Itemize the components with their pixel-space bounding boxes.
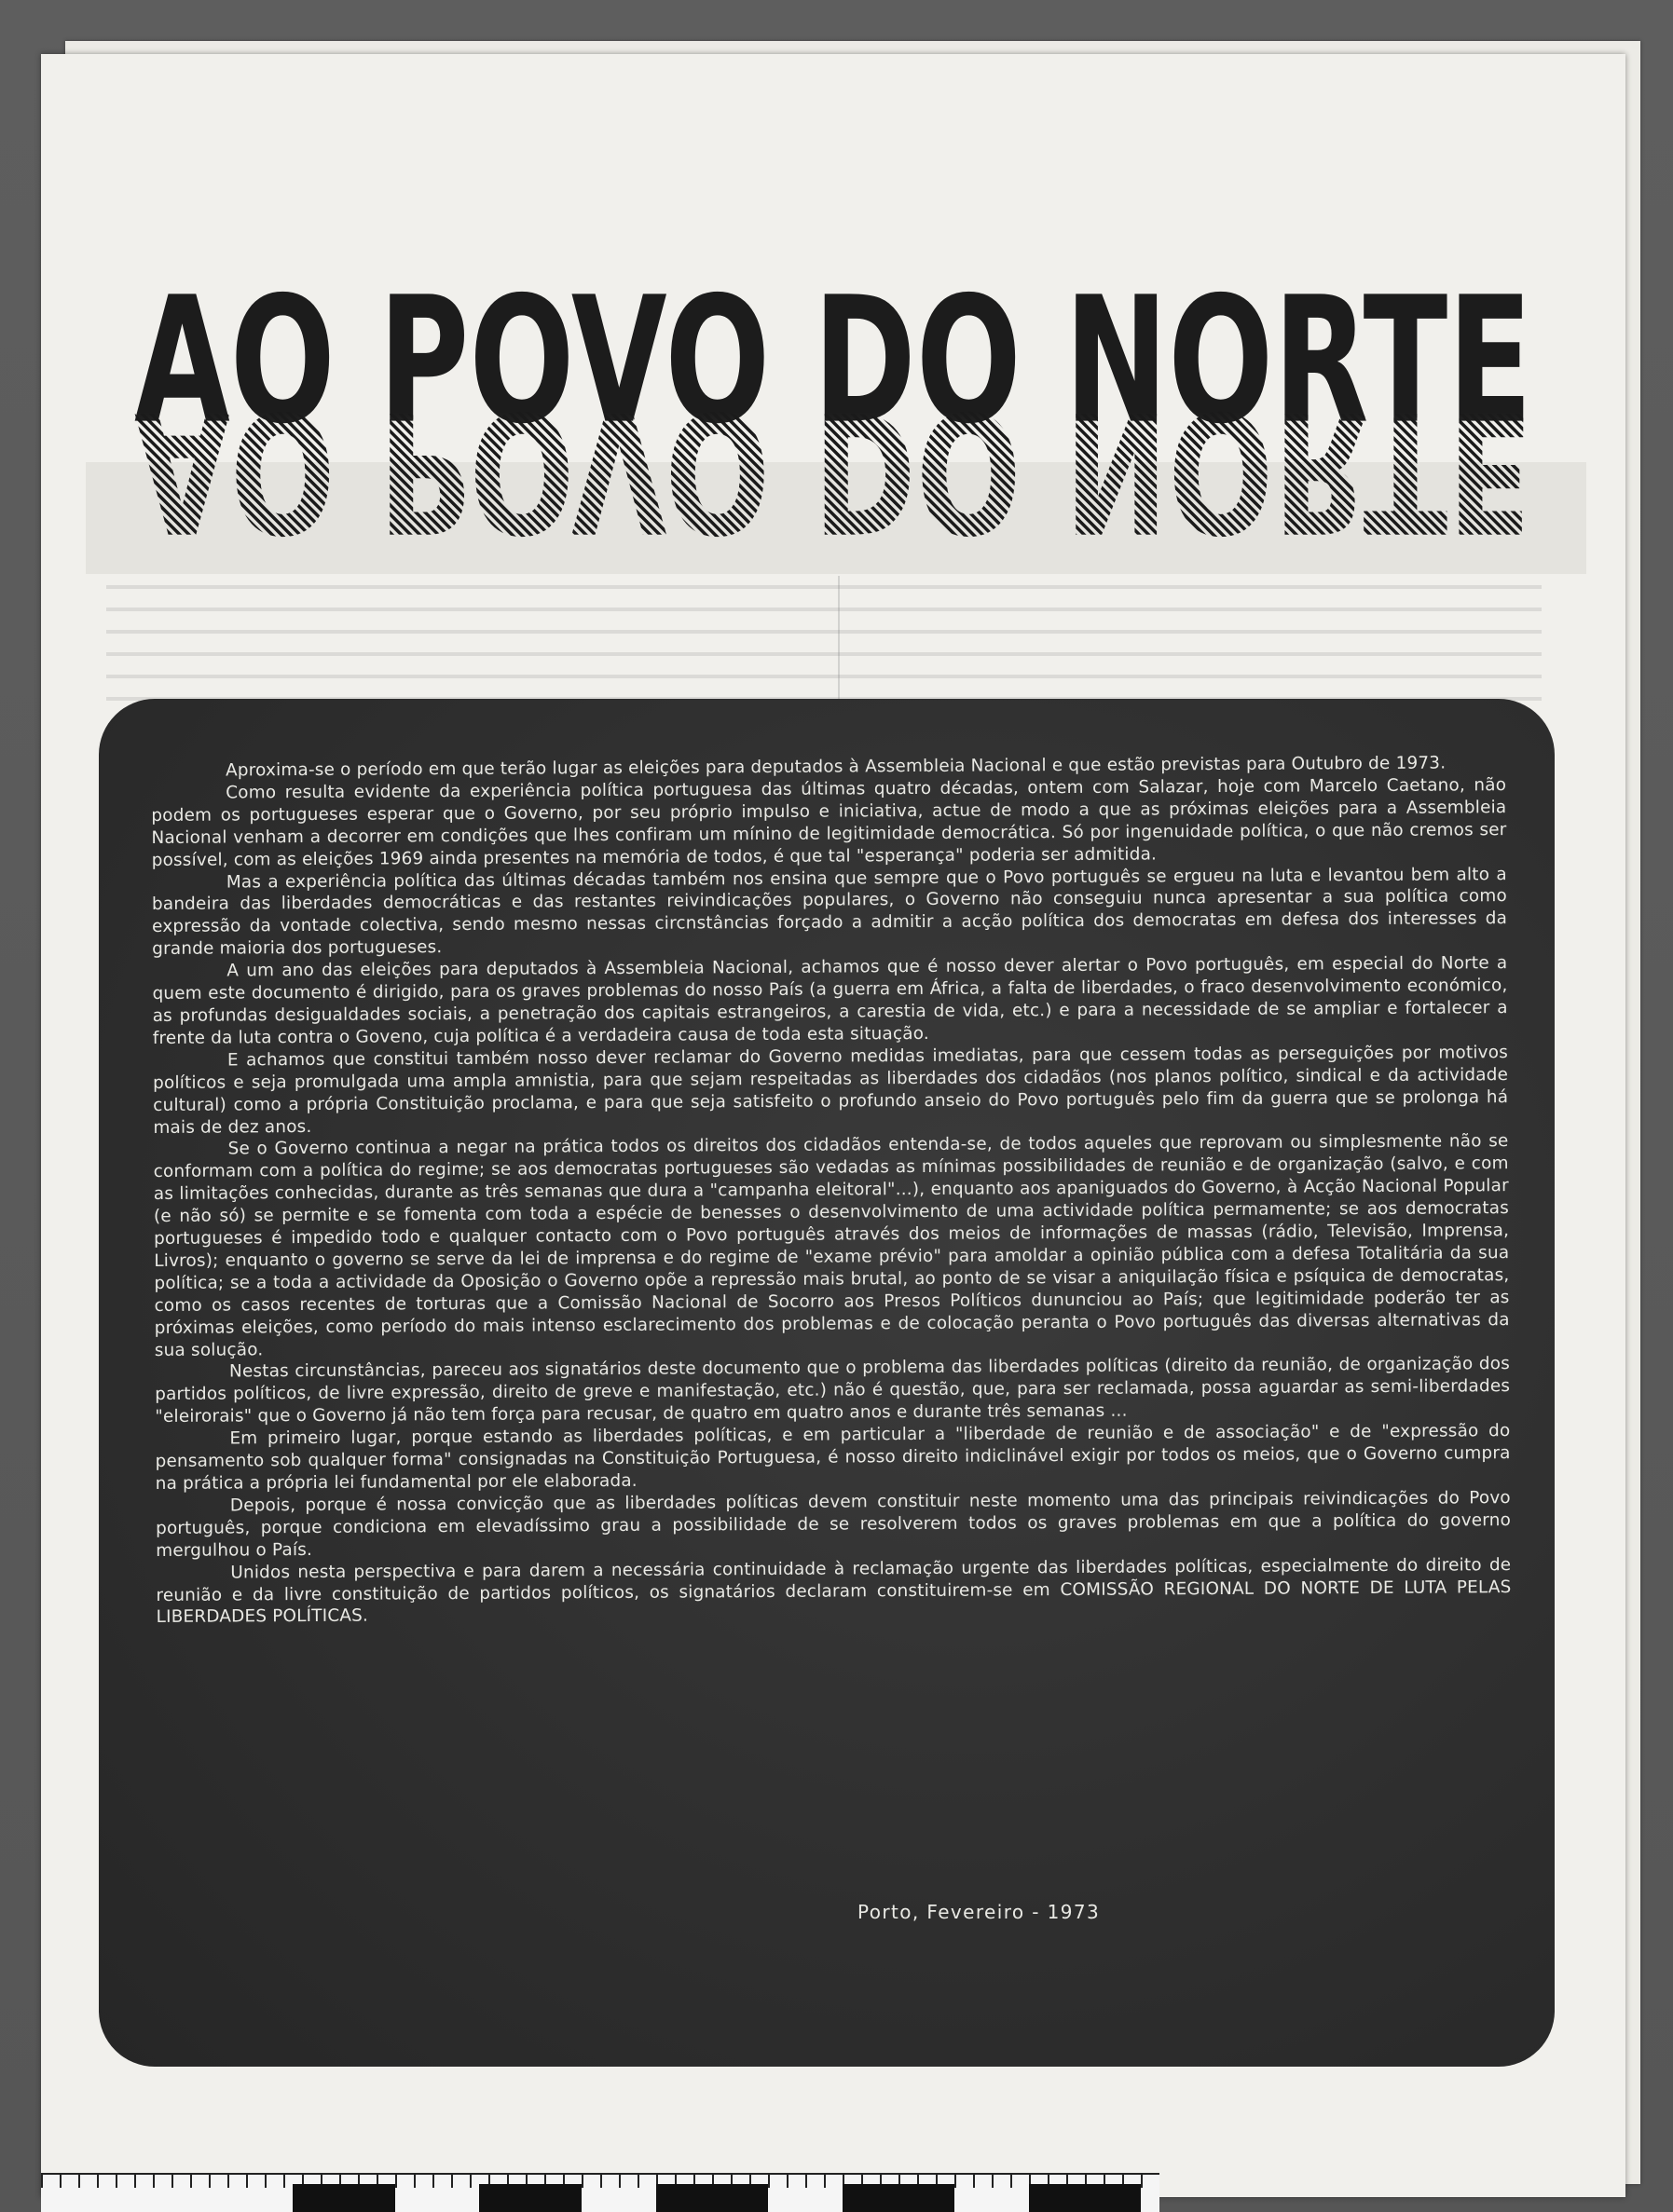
document-sheet [41,54,1625,2197]
headline [78,272,1588,570]
paragraph: Aproxima-se o período em que terão lugar as eleições para deputados à Assembleia Nacional e que estão previstas para Outubro de 1973. [226,753,1447,781]
ruler-block [843,2184,954,2212]
paragraph: Como resulta evidente da experiência política portuguesa das últimas quatro décadas, ontem com Salazar, hoje com Marcelo Caetano, não podem os portugueses esperar que o Governo, por seu próprio impulso e iniciativa, actue de modo a que as próximas eleições para a Assembleia Nacional venham a decorrer em condições que lhes confiram um mínino de legitimidade democrática. Só por ingenuidade política, o que não cremos ser possível, com as eleições 1969 ainda presentes na memória de todos, é que tal "esperança" poderia ser admitida. [151,775,1507,870]
headline-mirror: AO POVO DO NORTE [134,375,1532,567]
signature-line: Porto, Fevereiro - 1973 [857,1901,1101,1923]
paragraph: Depois, porque é nossa convicção que as liberdades políticas devem constituir neste momento uma das principais reivindicações do Povo português, porque condiciona em elevadíssimo grau a possibilidade de se resolverem todos os graves problemas em que a política do governo mergulhou o País. [155,1488,1512,1561]
manifesto-text [151,752,1512,1629]
ruler-ticks [41,2175,1159,2188]
paragraph: Em primeiro lugar, porque estando as liberdades políticas, e em particular a "liberdade de reunião e de associação" e de "expressão do pensamento sob qualquer forma" consignadas na Constituição Portuguesa, é nosso direito indiclinável exigir por todos os meios, que o Governo cumpra na prática a própria lei fundamental por ele elaborada. [155,1421,1511,1494]
headline-graphic [78,272,1588,570]
ruler-block [479,2184,582,2212]
paragraph: E achamos que constitui também nosso dever reclamar do Governo medidas imediatas, para que cessem todas as perseguições por motivos políticos e seja promulgada uma ampla amnistia, para que sejam respeitadas as liberdades dos cidadãos (nos planos político, sindical e da actividade cultural) como a própria Constituição proclama, e para que seja satisfeito o profundo anseio do Povo português pelo fim da guerra que se prolonga há mais de dez anos. [153,1042,1509,1138]
manifesto-panel [99,699,1555,2067]
paragraph: Mas a experiência política das últimas décadas também nos ensina que sempre que o Povo português se ergueu na luta e levantou bem alto a bandeira das liberdades democráticas e das restantes reivindicações populares, o Governo não conseguiu nunca apresentar a sua política como expressão da vontade colectiva, sendo mesmo nessas circnstâncias forçado a admitir a acção política dos democratas em defesa dos interesses da grande maioria dos portugueses. [151,864,1508,960]
bleed-through-lines [106,585,1542,716]
paragraph: A um ano das eleições para deputados à Assembleia Nacional, achamos que é nosso dever alertar o Povo português, em especial do Norte a quem este documento é dirigido, para os graves problemas do nosso País (a guerra em África, a falta de liberdades, o fraco desenvolvimento económico, as profundas desigualdades sociais, a penetração dos capitais estrangeiros, a carestia de vida, etc.) e para a necessidade de se ampliar e fortalecer a frente da luta contra o Goveno, cuja política é a verdadeira causa de toda esta situação. [152,953,1508,1048]
scale-ruler [41,2173,1159,2212]
paragraph: Se o Governo continua a negar na prática todos os direitos dos cidadãos entenda-se, de todos aqueles que reprovam ou simplesmente não se conformam com a política do regime; se aos democratas portugueses são vedadas as mínimas possibilidades de reunião e de organização (salvo, e com as limitações conhecidas, durante as três semanas que dura a "campanha eleitoral"...), enquanto aos apaniguados do Governo, à Acção Nacional Popular (e não só) se permite e se fomenta com toda a espécie de benesses o desenvolvimento de uma actividade política permamente; se aos democratas portugueses é impedido todo e qualquer contacto com o Povo português através dos meios de informações de massas (rádio, Televisão, Imprensa, Livros); enquanto o governo se serve da lei de imprensa e do regime de "exame prévio" para amoldar a opinião pública com a defesa Totalitária da sua política; se a toda a actividade da Oposição o Governo opõe a repressão mais brutal, ao ponto de se visar a aniquilação física e psíquica de democratas, como os casos recentes de torturas que a Comissão Nacional de Socorro aos Presos Políticos dununciou ao País; que legitimidade poderão ter as próximas eleições, como período do mais intenso esclarecimento dos problemas e de colocação peranta o Povo português das diversas alternativas da sua solução. [153,1131,1510,1360]
headline-text: AO POVO DO NORTE [134,272,1533,463]
paragraph: Unidos nesta perspectiva e para darem a necessária continuidade à reclamação urgente das liberdades políticas, especialmente do direito de reunião e da livre constituição de partidos políticos, os signatários declaram constituirem-se em COMISSÃO REGIONAL DO NORTE DE LUTA PELAS LIBERDADES POLÍTICAS. [156,1554,1512,1628]
ruler-block [293,2184,395,2212]
ruler-block [1029,2184,1141,2212]
ruler-block [656,2184,768,2212]
paragraph: Nestas circunstâncias, pareceu aos signatários deste documento que o problema das liberdades políticas (direito da reunião, de organização dos partidos políticos, de livre expressão, direito de greve e manifestação, etc.) não é questão, que, para ser reclamada, possa aguardar as semi-liberdades "eleirorais" que o Governo já não tem força para recusar, de quatro em quatro anos e durante três semanas ... [155,1354,1511,1427]
